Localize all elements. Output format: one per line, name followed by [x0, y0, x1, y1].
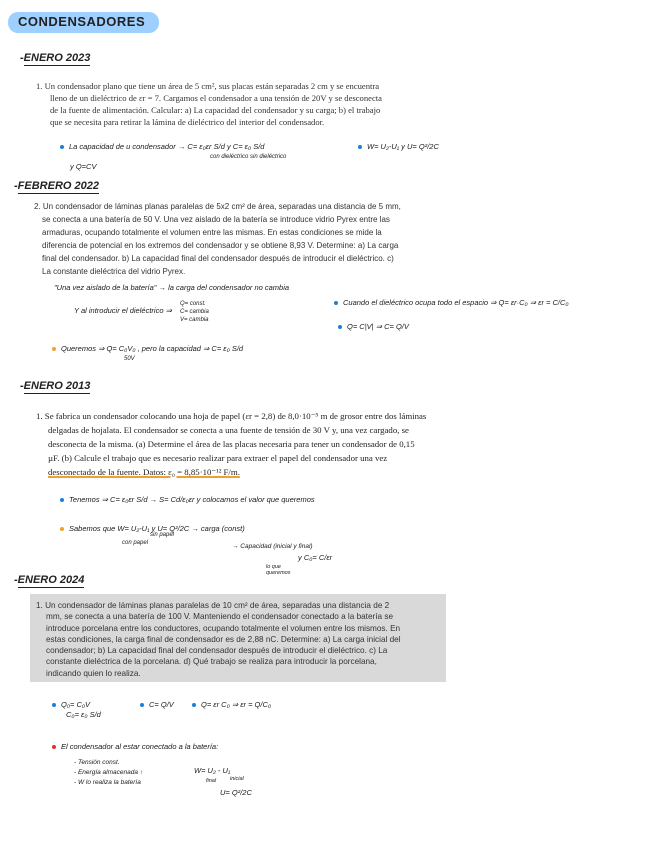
note-aislado: "Una vez aislado de la batería" → la carga del condensador no cambia: [54, 283, 290, 292]
problem-text-febrero-2022: 2. Un condensador de láminas planas paralelas de 5x2 cm² de área, separadas una distancia de 5 mm, se conecta a una batería de 50 V. Una vez aislado de la batería se introduce vidrio Pyrex entre las armaduras, ocupando totalmente el volumen entre las mismas. En estas condiciones se mide la diferencia de potencial en los extremos del condensador y se obtiene 8,93 V. Determine: a) La carga final del condensador. b) La capacidad final del condensador después de introducir el dieléctrico. c) La constante dieléctrica del vidrio Pyrex.: [34, 202, 401, 276]
problem-photo-enero-2024: 1. Un condensador de láminas planas paralelas de 10 cm² de área, separadas una distancia de 2 mm, se conecta a una batería de 100 V. Manteniendo el condensador conectado a la batería se introduce porcelana entre los conductores, ocupando totalmente el volumen entre los mismos. En estas condiciones, la carga final de condensador es de 2,88 nC. Determine: a) La carga inicial del condensador; b) La capacidad final del condensador después de introducir el dieléctrico. c) La constante dieléctrica de la porcelana. d) Qué trabajo se realiza para introducir la porcelana, indicando quien lo realiza.: [30, 594, 446, 682]
bullet-icon: [52, 347, 56, 351]
bullet-icon: [60, 145, 64, 149]
note-w-final: final: [206, 778, 217, 784]
note-con-papel: con papel: [122, 540, 149, 546]
note-w-inicial: inicial: [230, 776, 244, 782]
bullet-icon: [338, 325, 342, 329]
note-capacidad: La capacidad de u condensador → C= ε₀εr S/d y C= ε₀ S/d con dieléctrico sin dieléctrico y Q=CV: [60, 142, 350, 172]
note-queremos: Queremos ⇒ Q= C₀V₀ , pero la capacidad ⇒ C= ε₀ S/d 50V: [52, 344, 312, 364]
section-header-enero-2023: -ENERO 2023: [20, 52, 91, 64]
note-epsilon: Q= εr C₀ ⇒ εr = Q/C₀: [192, 700, 312, 710]
note-sin-papel: sin papel: [150, 532, 175, 538]
bullet-icon: [358, 145, 362, 149]
note-q-cv: Q= C|V| ⇒ C= Q/V: [338, 322, 498, 332]
note-lo-que-queremos: lo que queremos: [266, 564, 291, 576]
note-trabajo: W= U₂-U₁ y U= Q²/2C: [358, 142, 478, 152]
note-list: - Tensión const. - Energía almacenada ↑ - W lo realiza la batería: [74, 759, 144, 786]
note-conectado-bateria: El condensador al estar conectado a la batería:: [52, 742, 312, 752]
note-dielectrico-list: Q= const. C= cambia V= cambia: [180, 301, 209, 323]
note-dielectrico: Y al introducir el dieléctrico ⇒: [74, 306, 172, 315]
problem-text-enero-2013: 1. Se fabrica un condensador colocando una hoja de papel (εr = 2,8) de 8,0·10⁻⁵ m de grosor entre dos láminas delgadas de hojalata. El condensador se conecta a una fuente de tensión de 30 V y, una vez cargado, se desconecta de la misma. (a) Determine el área de las placas necesaria para tener un condensador de 0,15 µF. (b) Calcule el trabajo que es necesario realizar para extraer el papel del condensador una vez desconectado de la fuente. Datos: ε₀ = 8,85·10⁻¹² F/m.: [36, 411, 427, 477]
bullet-icon: [60, 498, 64, 502]
note-tenemos: Tenemos ⇒ C= ε₀εr S/d → S= Cd/ε₀εr y colocamos el valor que queremos: [60, 495, 380, 505]
section-header-enero-2024: -ENERO 2024: [14, 574, 85, 586]
note-ocupa-espacio: Cuando el dieléctrico ocupa todo el espacio ⇒ Q= εr·C₀ ⇒ εr = C/C₀: [334, 298, 634, 308]
note-w: W= U₂ - U₁: [194, 766, 231, 775]
problem-text-enero-2023: 1. Un condensador plano que tiene un área de 5 cm², sus placas están separadas 2 cm y se encuentra lleno de un dieléctrico de εr = 7. Cargamos el condensador a una tensión de 20V y se desconecta de la fuente de alimentación. Calcular: a) La capacidad del condensador y su carga; b) el trabajo que se necesita para retirar la lámina de dieléctrico del interior del condensador.: [36, 81, 382, 127]
note-capacidad-inicial-final: → Capacidad (inicial y final): [232, 543, 313, 550]
bullet-icon: [60, 527, 64, 531]
note-sabemos: Sabemos que W= U₂-U₁ y U= Q²/2C → carga (const): [60, 524, 390, 534]
note-q0: Q₀= C₀V C₀= ε₀ S/d: [52, 700, 101, 720]
bullet-icon: [140, 703, 144, 707]
note-u: U= Q²/2C: [220, 788, 252, 797]
bullet-icon: [52, 703, 56, 707]
note-c-qv: C= Q/V: [140, 700, 174, 710]
bullet-icon: [52, 745, 56, 749]
section-header-febrero-2022: -FEBRERO 2022: [14, 180, 99, 192]
bullet-icon: [192, 703, 196, 707]
section-header-enero-2013: -ENERO 2013: [20, 380, 91, 392]
bullet-icon: [334, 301, 338, 305]
note-c0: y C₀= C/εr: [298, 553, 333, 562]
page-title: CONDENSADORES: [8, 12, 159, 33]
